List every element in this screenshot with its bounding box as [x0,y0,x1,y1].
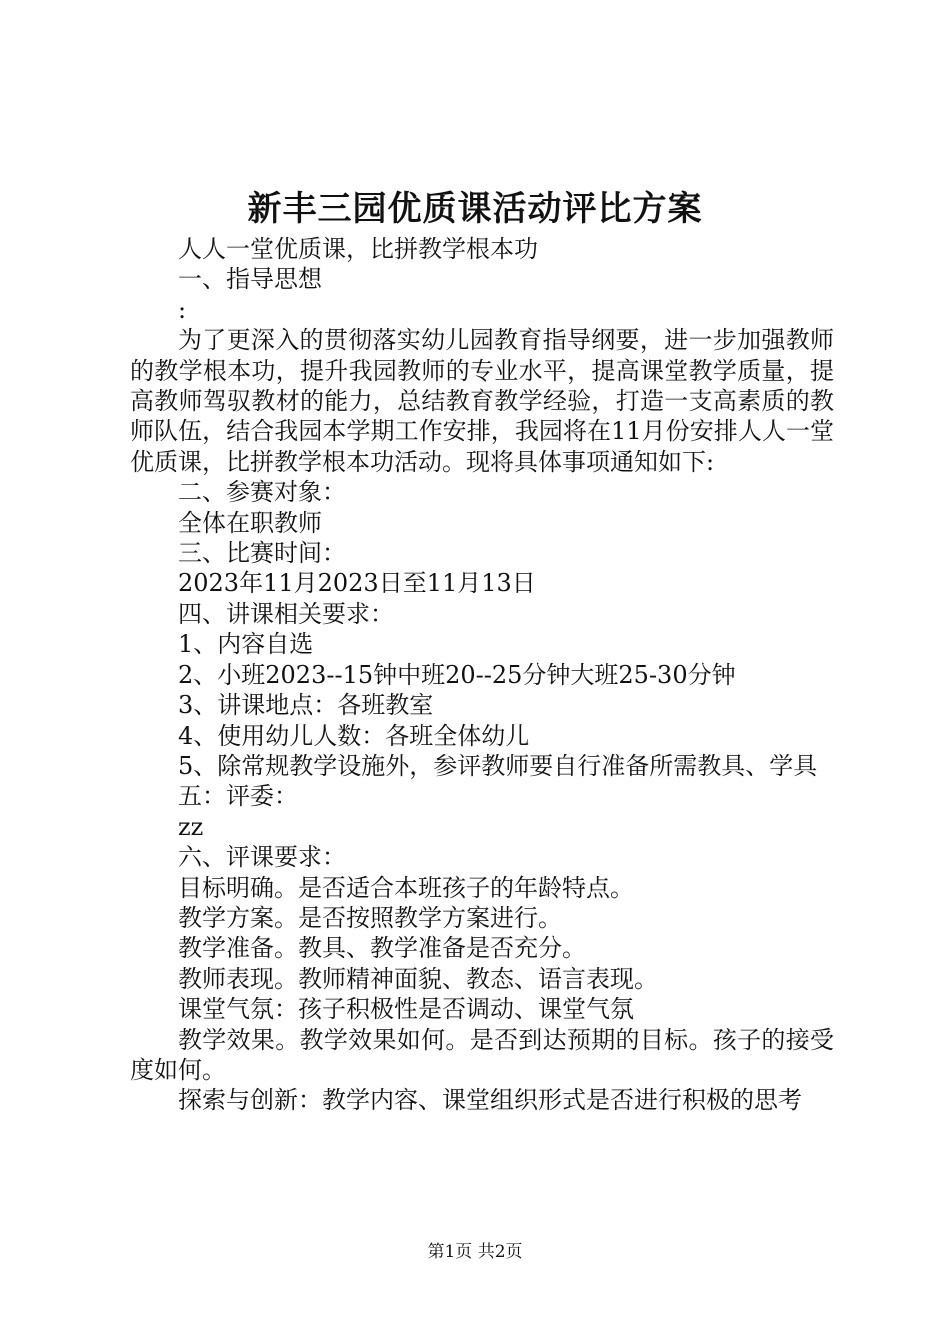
document-title: 新丰三园优质课活动评比方案 [247,189,703,229]
list-item-5: 5、除常规教学设施外，参评教师要自行准备所需教具、学具 [178,751,818,780]
paragraph-participants: 全体在职教师 [178,508,322,537]
paragraph-competition-time: 2023年11月2023日至11月13日 [178,569,536,598]
criterion-atmosphere: 课堂气氛：孩子积极性是否调动、课堂气氛 [178,995,634,1024]
paragraph-intro: 为了更深入的贯彻落实幼儿园教育指导纲要，进一步加强教师的教学根本功，提升我园教师的专业水平，提高课堂教学质量，提高教师驾驭教材的能力，总结教育教学经验，打造一支高素质的教师队伍，结合我园本学期工作安排，我园将在11月份安排人人一堂优质课，比拼教学根本功活动。现将具体事项通知如下: [130,326,834,476]
heading-judges: 五：评委： [178,782,298,811]
document-body [130,234,834,1116]
paragraph-colon: : [178,295,187,324]
criterion-preparation: 教学准备。教具、教学准备是否充分。 [178,934,586,963]
criterion-plan: 教学方案。是否按照教学方案进行。 [178,903,562,932]
list-item-2: 2、小班2023--15钟中班20--25分钟大班25-30分钟 [178,660,736,689]
paragraph-slogan: 人人一堂优质课，比拼教学根本功 [178,235,538,263]
heading-evaluation-requirements: 六、评课要求： [178,843,346,872]
heading-competition-time: 三、比赛时间： [178,539,346,568]
page-footer: 第1页 共2页 [427,1242,523,1262]
criterion-innovation: 探索与创新：教学内容、课堂组织形式是否进行积极的思考 [178,1086,802,1115]
paragraph-judges: zz [178,812,204,841]
list-item-4: 4、使用幼儿人数：各班全体幼儿 [178,721,530,750]
heading-participants: 二、参赛对象： [178,478,346,507]
criterion-effect: 教学效果。教学效果如何。是否到达预期的目标。孩子的接受度如何。 [130,1025,834,1084]
list-item-1: 1、内容自选 [178,630,314,659]
criterion-teacher-performance: 教师表现。教师精神面貌、教态、语言表现。 [178,964,658,993]
list-item-3: 3、讲课地点：各班教室 [178,691,434,720]
heading-guiding-idea: 一、指导思想 [178,265,322,294]
heading-lecture-requirements: 四、讲课相关要求： [178,599,394,628]
criterion-goals: 目标明确。是否适合本班孩子的年龄特点。 [178,873,634,902]
